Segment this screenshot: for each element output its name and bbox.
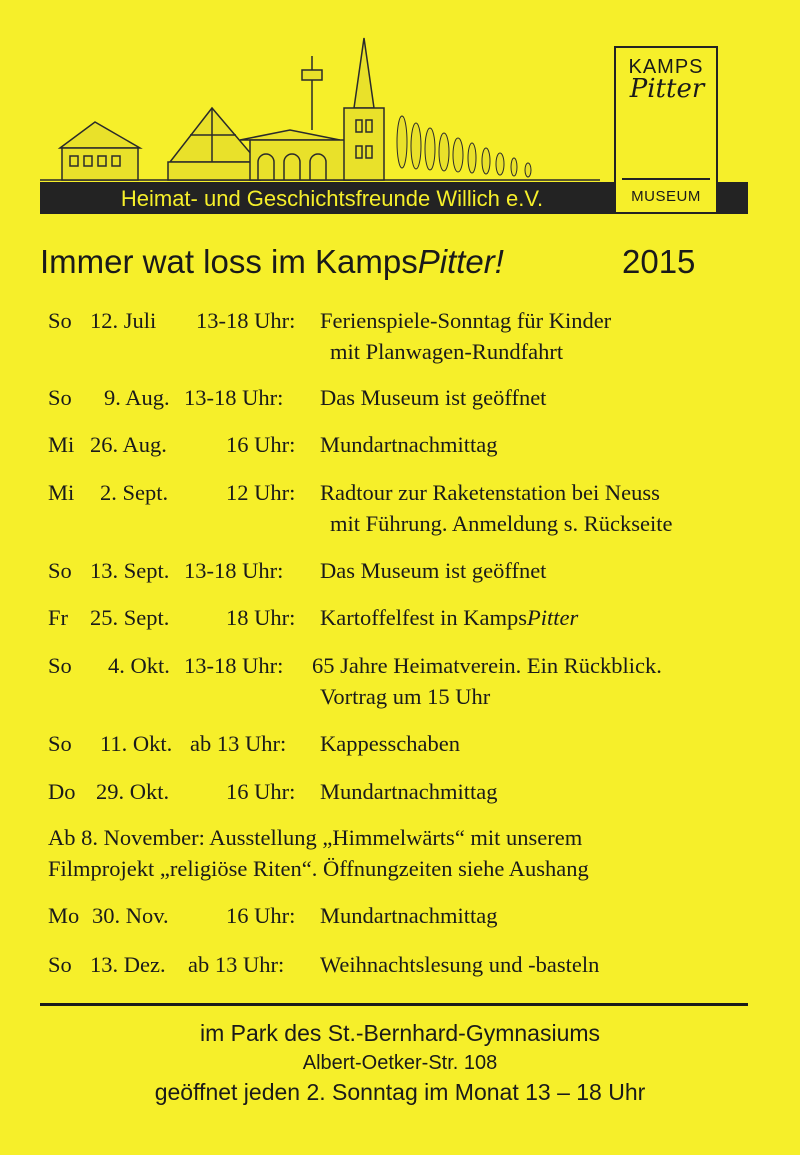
- event-day: Do: [48, 779, 76, 804]
- event-time: 13-18 Uhr:: [184, 653, 284, 678]
- event-day: Mo: [48, 903, 80, 928]
- event-date: 25. Sept.: [90, 605, 170, 630]
- event-description: Das Museum ist geöffnet: [320, 558, 547, 583]
- title-italic: Pitter!: [417, 243, 504, 280]
- exhibition-line1: Ab 8. November: Ausstellung „Himmelwärts“ mit unserem: [48, 825, 583, 850]
- event-description: Kappesschaben: [320, 731, 460, 756]
- event-time: 16 Uhr:: [226, 903, 296, 928]
- event-date: 13. Dez.: [90, 952, 166, 977]
- village-skyline-illustration: [40, 30, 600, 182]
- event-time: 16 Uhr:: [226, 432, 296, 457]
- event-date: 11. Okt.: [100, 731, 173, 756]
- event-date: 4. Okt.: [108, 653, 170, 678]
- logo-bottom-text: MUSEUM: [616, 182, 716, 212]
- event-time: 16 Uhr:: [226, 779, 296, 804]
- event-date: 26. Aug.: [90, 432, 167, 457]
- exhibition-line2: Filmprojekt „religiöse Riten“. Öffnungzeiten siehe Aushang: [48, 856, 589, 881]
- event-day: So: [48, 558, 72, 583]
- event-date: 2. Sept.: [100, 480, 169, 505]
- event-time: 13-18 Uhr:: [196, 308, 296, 333]
- event-time: 12 Uhr:: [226, 480, 296, 505]
- event-description-line2: Vortrag um 15 Uhr: [320, 684, 491, 709]
- footer-divider: [40, 1003, 748, 1006]
- event-description-line2: mit Planwagen-Rundfahrt: [330, 339, 564, 364]
- event-description: Mundartnachmittag: [320, 903, 498, 928]
- logo-top-text: KAMPS: [628, 56, 704, 78]
- footer-location: im Park des St.-Bernhard-Gymnasiums: [199, 1020, 601, 1046]
- event-time: 13-18 Uhr:: [184, 385, 284, 410]
- title-year: 2015: [622, 243, 696, 280]
- event-day: So: [48, 385, 72, 410]
- logo-script-text: Pitter: [629, 74, 705, 104]
- event-date: 30. Nov.: [92, 903, 169, 928]
- society-name: Heimat- und Geschichtsfreunde Willich e.V.: [120, 186, 544, 211]
- event-date: 13. Sept.: [90, 558, 170, 583]
- event-description-line2: mit Führung. Anmeldung s. Rückseite: [330, 511, 673, 536]
- footer-address: Albert-Oetker-Str. 108: [302, 1052, 498, 1074]
- event-description: Mundartnachmittag: [320, 779, 498, 804]
- event-time: 13-18 Uhr:: [184, 558, 284, 583]
- event-description: Radtour zur Raketenstation bei Neuss: [320, 480, 660, 505]
- event-description-italic: Pitter: [527, 605, 579, 630]
- event-description: [320, 603, 578, 633]
- event-day: Fr: [48, 605, 69, 630]
- event-date: 29. Okt.: [96, 779, 170, 804]
- event-day: So: [48, 952, 72, 977]
- event-day: So: [48, 731, 72, 756]
- logo-divider: [622, 178, 710, 180]
- event-time: 18 Uhr:: [226, 605, 296, 630]
- event-time: ab 13 Uhr:: [190, 731, 287, 756]
- event-day: Mi: [48, 480, 75, 505]
- event-description: Das Museum ist geöffnet: [320, 385, 547, 410]
- event-description: Mundartnachmittag: [320, 432, 498, 457]
- title-prefix: Immer wat loss im Kamps: [40, 243, 418, 280]
- event-date: 12. Juli: [90, 308, 157, 333]
- event-description: 65 Jahre Heimatverein. Ein Rückblick.: [312, 653, 662, 678]
- event-description: Ferienspiele-Sonntag für Kinder: [320, 308, 612, 333]
- event-time: ab 13 Uhr:: [188, 952, 285, 977]
- event-description: Weihnachtslesung und -basteln: [320, 952, 600, 977]
- event-day: So: [48, 653, 72, 678]
- event-description-text: Kartoffelfest in Kamps: [320, 605, 528, 630]
- footer-hours: geöffnet jeden 2. Sonntag im Monat 13 – 18 Uhr: [154, 1079, 646, 1105]
- event-day: Mi: [48, 432, 75, 457]
- event-date: 9. Aug.: [104, 385, 170, 410]
- event-day: So: [48, 308, 72, 333]
- kamps-pitter-museum-logo: [614, 46, 718, 214]
